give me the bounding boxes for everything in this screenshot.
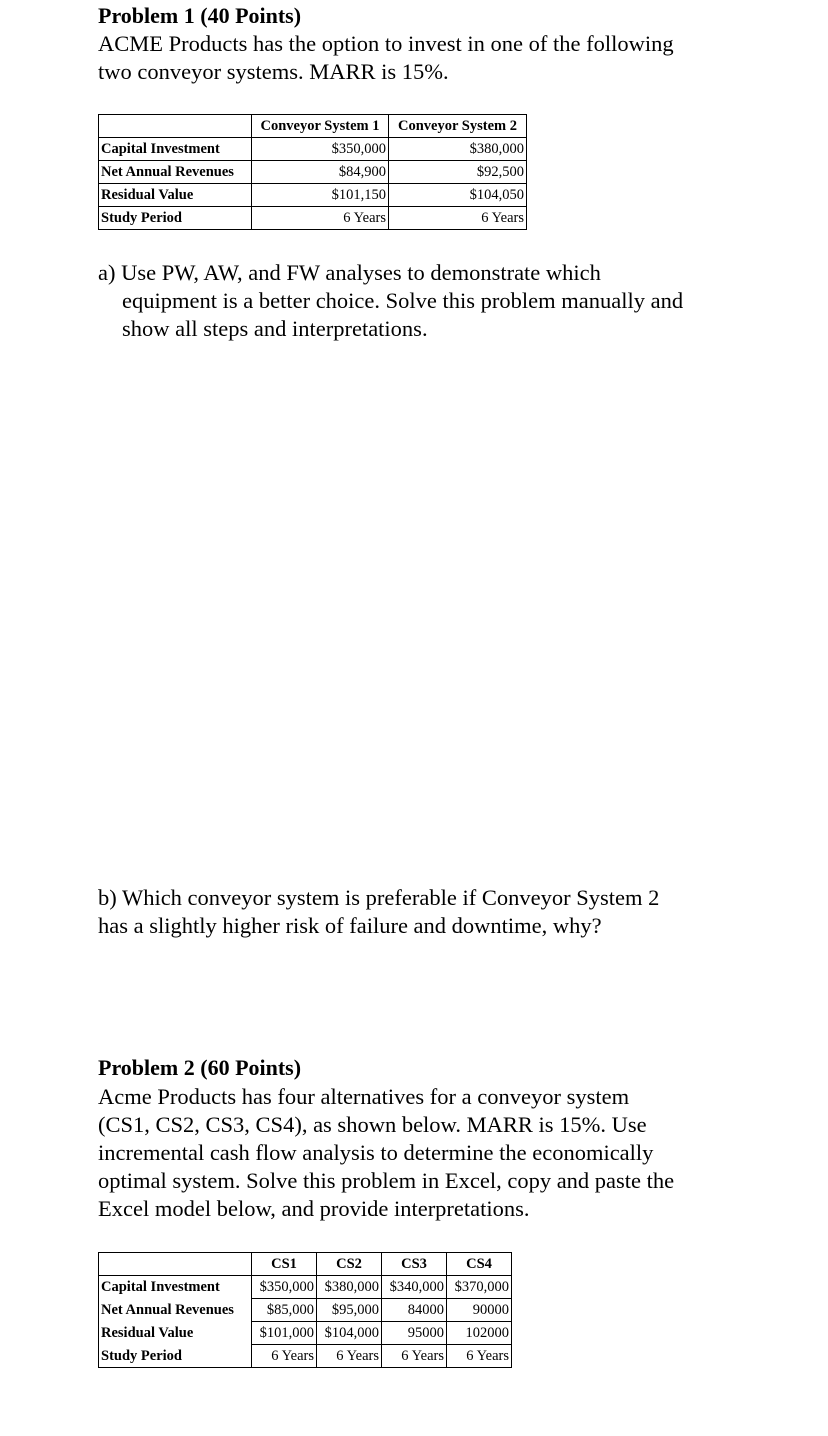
problem1-table [98, 114, 527, 230]
problem1-intro-line1: ACME Products has the option to invest in one of the following [98, 31, 674, 56]
table-cell: $350,000 [252, 138, 389, 161]
table-cell: $380,000 [317, 1276, 382, 1299]
table-cell: $85,000 [252, 1299, 317, 1322]
column-header-cs3: CS3 [382, 1253, 447, 1276]
table-cell: 6 Years [252, 1345, 317, 1368]
problem2-line5: Excel model below, and provide interpretations. [98, 1196, 530, 1221]
problem2-table [98, 1252, 512, 1368]
table-cell: 6 Years [382, 1345, 447, 1368]
column-header-cs2: Conveyor System 2 [389, 115, 527, 138]
problem2-line4: optimal system. Solve this problem in Excel, copy and paste the [98, 1168, 675, 1193]
table-cell: $101,000 [252, 1322, 317, 1345]
column-header-cs1: Conveyor System 1 [252, 115, 389, 138]
table-cell: $95,000 [317, 1299, 382, 1322]
table-row [99, 207, 527, 230]
table-cell: 84000 [382, 1299, 447, 1322]
row-label: Study Period [99, 1345, 252, 1368]
problem1-intro-line2: two conveyor systems. MARR is 15%. [98, 59, 449, 84]
part-a-line1: a) Use PW, AW, and FW analyses to demonstrate which [98, 260, 601, 285]
row-label: Capital Investment [99, 1276, 252, 1299]
table-header-row [99, 115, 527, 138]
table-cell: 6 Years [389, 207, 527, 230]
table-row [99, 138, 527, 161]
table-cell: $104,000 [317, 1322, 382, 1345]
table-cell: $380,000 [389, 138, 527, 161]
table-cell: 102000 [447, 1322, 512, 1345]
row-label: Net Annual Revenues [99, 161, 252, 184]
table-corner-cell [99, 115, 252, 138]
part-b-line1: b) Which conveyor system is preferable if Conveyor System 2 [98, 885, 660, 910]
table-cell: $340,000 [382, 1276, 447, 1299]
column-header-cs2: CS2 [317, 1253, 382, 1276]
row-label: Net Annual Revenues [99, 1299, 252, 1322]
row-label: Residual Value [99, 1322, 252, 1345]
table-row [99, 161, 527, 184]
table-cell: $101,150 [252, 184, 389, 207]
row-label: Capital Investment [99, 138, 252, 161]
table-cell: 6 Years [252, 207, 389, 230]
table-cell: $84,900 [252, 161, 389, 184]
problem2-line1: Acme Products has four alternatives for a conveyor system [98, 1084, 630, 1109]
table-cell: $370,000 [447, 1276, 512, 1299]
problem2-line3: incremental cash flow analysis to determine the economically [98, 1140, 654, 1165]
part-a-line3: show all steps and interpretations. [122, 316, 428, 341]
table-header-row [99, 1253, 512, 1276]
problem2-heading: Problem 2 (60 Points) [98, 1055, 302, 1080]
table-cell: 95000 [382, 1322, 447, 1345]
table-cell: $92,500 [389, 161, 527, 184]
table-cell: 90000 [447, 1299, 512, 1322]
problem2-line2: (CS1, CS2, CS3, CS4), as shown below. MARR is 15%. Use [98, 1112, 647, 1137]
table-corner-cell [99, 1253, 252, 1276]
column-header-cs4: CS4 [447, 1253, 512, 1276]
table-cell: $104,050 [389, 184, 527, 207]
table-row [99, 1299, 512, 1322]
table-row [99, 184, 527, 207]
column-header-cs1: CS1 [252, 1253, 317, 1276]
row-label: Residual Value [99, 184, 252, 207]
part-a-line2: equipment is a better choice. Solve this problem manually and [122, 288, 684, 313]
table-row [99, 1276, 512, 1299]
table-cell: $350,000 [252, 1276, 317, 1299]
table-cell: 6 Years [317, 1345, 382, 1368]
table-row [99, 1322, 512, 1345]
problem1-heading: Problem 1 (40 Points) [98, 3, 302, 28]
table-cell: 6 Years [447, 1345, 512, 1368]
table-row [99, 1345, 512, 1368]
row-label: Study Period [99, 207, 252, 230]
part-b-line2: has a slightly higher risk of failure and downtime, why? [98, 913, 602, 938]
